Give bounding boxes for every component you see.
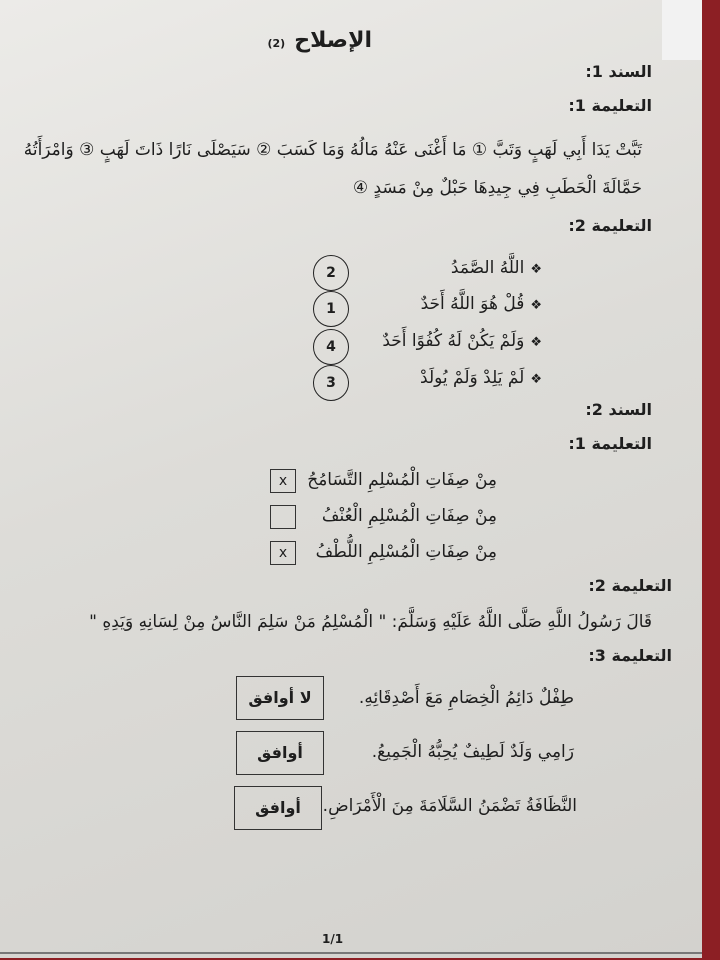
order-item: ❖لَمْ يَلِدْ وَلَمْ يُولَدْ [420,368,542,388]
title-number: (2) [267,37,286,50]
order-number: 2 [313,255,349,291]
page-number: 1/1 [322,932,344,946]
order-number: 3 [313,365,349,401]
bullet-icon: ❖ [530,298,542,313]
bullet-icon: ❖ [530,335,542,350]
answer-checkbox[interactable]: x [270,541,296,565]
s2-task-1-label: التعليمة 1: [568,434,652,453]
answer-box[interactable]: لا أوافق [236,676,324,720]
order-number: 1 [313,291,349,327]
verse-line-1: تَبَّتْ يَدَا أَبِي لَهَبٍ وَتَبَّ ① مَا أَغْنَى عَنْهُ مَالُهُ وَمَا كَسَبَ ② سَيَصْلَى نَارًا ذَاتَ لَهَبٍ ③ وَامْرَأَتُهُ [23,140,642,160]
page-title [267,28,372,53]
section-2-label: السند 2: [585,400,652,419]
s2-task-2-label: التعليمة 2: [588,576,672,595]
answer-box[interactable]: أوافق [234,786,322,830]
check-item: مِنْ صِفَاتِ الْمُسْلِمِ اللُّطْفُ [315,542,497,562]
statement: النَّظَافَةُ تَضْمَنُ السَّلَامَةَ مِنَ الْأَمْرَاضِ. [322,796,577,816]
bullet-icon: ❖ [530,372,542,387]
footer-rule [0,952,702,954]
answer-checkbox[interactable] [270,505,296,529]
order-number: 4 [313,329,349,365]
check-item: مِنْ صِفَاتِ الْمُسْلِمِ الْعُنْفُ [321,506,497,526]
check-item: مِنْ صِفَاتِ الْمُسْلِمِ التَّسَامُحُ [307,470,497,490]
statement: طِفْلٌ دَائِمُ الْخِصَامِ مَعَ أَصْدِقَائِهِ. [358,688,574,708]
order-item: ❖اللَّهُ الصَّمَدُ [450,258,542,278]
order-item: ❖وَلَمْ يَكُنْ لَهُ كُفُوًا أَحَدٌ [382,331,542,351]
bullet-icon: ❖ [530,262,542,277]
page-corner [662,0,702,60]
answer-box[interactable]: أوافق [236,731,324,775]
s1-task-2-label: التعليمة 2: [568,216,652,235]
hadith-text: قَالَ رَسُولُ اللَّهِ صَلَّى اللَّهُ عَلَيْهِ وَسَلَّمَ: " الْمُسْلِمُ مَنْ سَلِمَ النَّاسُ مِنْ لِسَانِهِ وَيَدِهِ " [89,612,652,632]
s1-task-1-label: التعليمة 1: [568,96,652,115]
title-text: الإصلاح [294,28,372,53]
verse-line-2: حَمَّالَةَ الْحَطَبِ فِي جِيدِهَا حَبْلٌ مِنْ مَسَدٍ ④ [352,178,642,198]
s2-task-3-label: التعليمة 3: [588,646,672,665]
order-item: ❖قُلْ هُوَ اللَّهُ أَحَدٌ [420,294,542,314]
answer-checkbox[interactable]: x [270,469,296,493]
section-1-label: السند 1: [585,62,652,81]
statement: رَامِي وَلَدٌ لَطِيفٌ يُحِبُّهُ الْجَمِيعُ. [371,742,574,762]
